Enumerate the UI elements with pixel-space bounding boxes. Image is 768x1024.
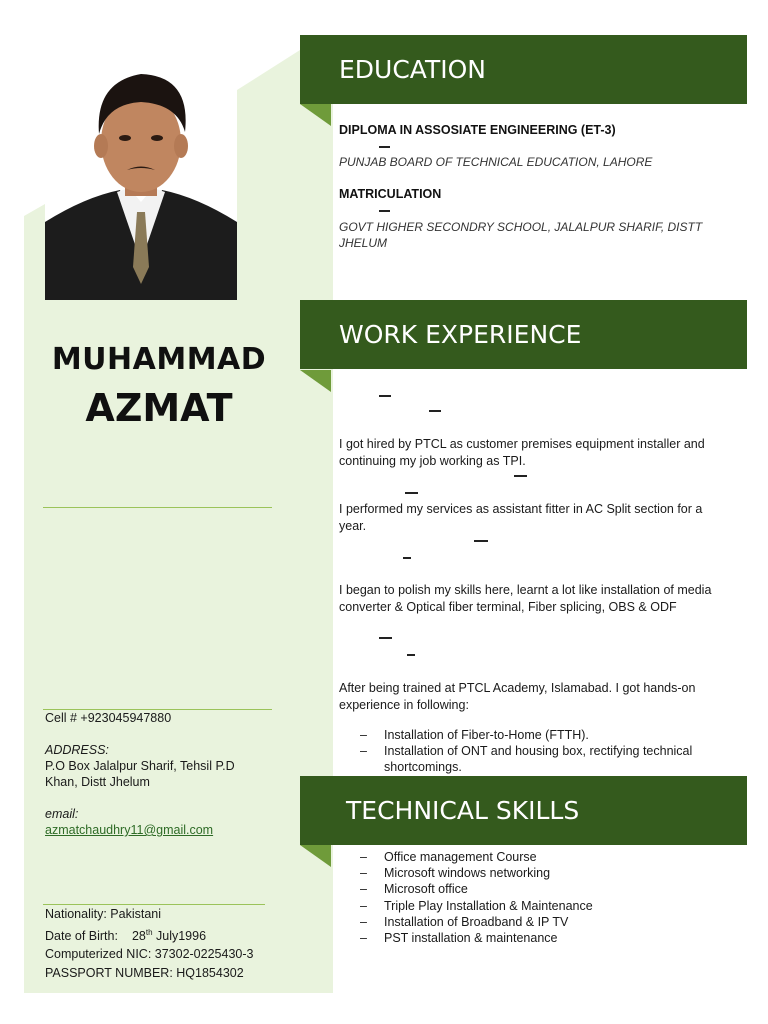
list-item: – Installation of ONT and housing box, rectifying technical shortcomings.: [360, 743, 730, 775]
list-item: – Microsoft office: [360, 881, 730, 897]
work-paragraph: I performed my services as assistant fitter in AC Split section for a year.: [339, 502, 703, 533]
dash: [379, 146, 390, 148]
dash: [379, 210, 390, 212]
address-label: ADDRESS:: [45, 743, 109, 757]
address-line: P.O Box Jalalpur Sharif, Tehsil P.D: [45, 759, 235, 773]
skills-list: [360, 849, 730, 946]
email-label: email:: [45, 807, 79, 821]
work-paragraph: After being trained at PTCL Academy, Islamabad. I got hands-on experience in following:: [339, 681, 696, 712]
list-item: – Installation of Broadband & IP TV: [360, 914, 730, 930]
list-item: – Triple Play Installation & Maintenance: [360, 898, 730, 914]
dash: [405, 492, 418, 494]
list-item: – Microsoft windows networking: [360, 865, 730, 881]
education-heading: EDUCATION: [300, 35, 747, 104]
work-list: [360, 727, 730, 776]
contact-block: [45, 710, 235, 838]
dash: [407, 654, 415, 656]
education-institution: PUNJAB BOARD OF TECHNICAL EDUCATION, LAHORE: [339, 155, 653, 169]
nationality: Nationality: Pakistani: [45, 907, 162, 921]
date-of-birth: Date of Birth: 28th July1996: [45, 927, 207, 943]
education-title: MATRICULATION: [339, 187, 442, 201]
list-item: – PST installation & maintenance: [360, 930, 730, 946]
nic-number: Computerized NIC: 37302-0225430-3: [45, 947, 254, 962]
last-name: AZMAT: [85, 386, 233, 430]
dash: [379, 637, 392, 639]
cell-number: Cell # +923045947880: [45, 711, 172, 725]
dash: [379, 395, 391, 397]
address-line: Khan, Distt Jhelum: [45, 775, 150, 789]
portrait-photo: [45, 62, 237, 300]
personal-info: [45, 905, 253, 982]
dash: [429, 410, 441, 412]
dash: [474, 540, 488, 542]
work-paragraph: I began to polish my skills here, learnt a lot like installation of media converter & Optical fiber terminal, Fiber splicing, OBS & ODF: [339, 583, 712, 614]
list-item: – Installation of Fiber-to-Home (FTTH).: [360, 727, 730, 743]
work-heading: WORK EXPERIENCE: [300, 300, 747, 369]
work-paragraph: I got hired by PTCL as customer premises equipment installer and continuing my job working as TPI.: [339, 437, 705, 468]
banner-fold: [300, 370, 331, 392]
list-item: – Office management Course: [360, 849, 730, 865]
education-institution: GOVT HIGHER SECONDRY SCHOOL, JALALPUR SHARIF, DISTT JHELUM: [339, 220, 703, 250]
banner-fold: [300, 845, 331, 867]
skills-heading: TECHNICAL SKILLS: [300, 776, 747, 845]
banner-fold: [300, 104, 331, 126]
divider: [43, 507, 272, 508]
dash: [403, 557, 411, 559]
passport-number: PASSPORT NUMBER: HQ1854302: [45, 965, 244, 980]
first-name: MUHAMMAD: [51, 342, 267, 377]
email-link[interactable]: azmatchaudhry11@gmail.com: [45, 823, 214, 837]
dash: [514, 475, 527, 477]
education-title: DIPLOMA IN ASSOSIATE ENGINEERING (ET-3): [339, 123, 616, 137]
